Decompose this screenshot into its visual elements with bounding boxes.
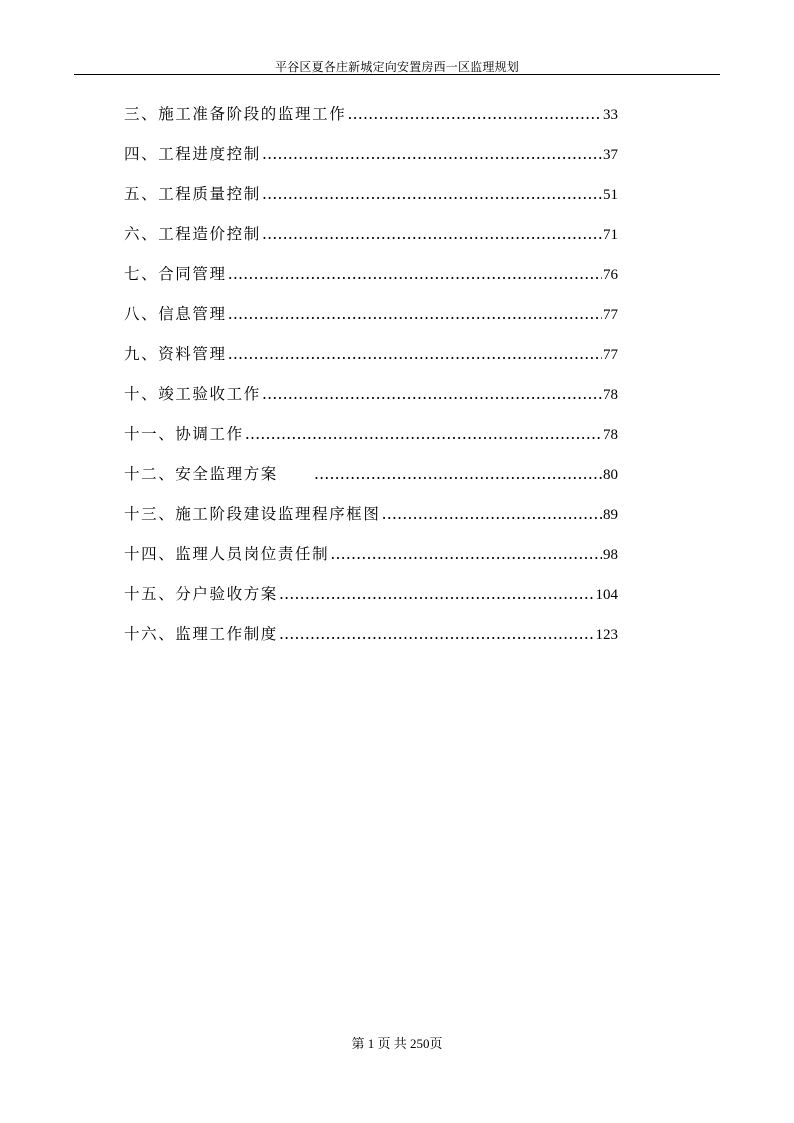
toc-entry-label: 九、资料管理 bbox=[124, 345, 227, 363]
toc-entry-page: 104 bbox=[595, 587, 618, 603]
toc-entry-page: 51 bbox=[603, 187, 618, 203]
toc-entry-page: 76 bbox=[603, 267, 618, 283]
toc-leader-dots bbox=[262, 225, 602, 243]
toc-entry[interactable] bbox=[124, 142, 618, 182]
toc-entry-label: 八、信息管理 bbox=[124, 305, 227, 323]
document-title: 平谷区夏各庄新城定向安置房西一区监理规划 bbox=[274, 60, 519, 74]
toc-entry[interactable] bbox=[124, 422, 618, 462]
toc-entry[interactable] bbox=[124, 582, 618, 622]
toc-entry[interactable] bbox=[124, 462, 618, 502]
toc-leader-dots bbox=[330, 545, 602, 563]
toc-entry-page: 78 bbox=[603, 427, 618, 443]
toc-entry-page: 37 bbox=[603, 147, 618, 163]
toc-entry-label: 三、施工准备阶段的监理工作 bbox=[124, 105, 347, 123]
toc-entry[interactable] bbox=[124, 622, 618, 662]
toc-entry-label: 四、工程进度控制 bbox=[124, 145, 261, 163]
toc-entry-label: 十六、监理工作制度 bbox=[124, 625, 278, 643]
toc-leader-dots bbox=[228, 265, 602, 283]
toc-entry-page: 71 bbox=[603, 227, 618, 243]
toc-leader-dots bbox=[245, 425, 602, 443]
toc-entry-label: 十一、协调工作 bbox=[124, 425, 244, 443]
toc-leader-dots bbox=[347, 105, 602, 123]
toc-leader-dots bbox=[262, 385, 602, 403]
table-of-contents bbox=[124, 102, 618, 662]
toc-entry[interactable] bbox=[124, 182, 618, 222]
toc-leader-dots bbox=[262, 145, 602, 163]
toc-entry[interactable] bbox=[124, 222, 618, 262]
toc-entry[interactable] bbox=[124, 382, 618, 422]
toc-entry[interactable] bbox=[124, 102, 618, 142]
toc-entry-label: 十、竣工验收工作 bbox=[124, 385, 261, 403]
toc-entry[interactable] bbox=[124, 542, 618, 582]
page-header bbox=[74, 56, 720, 75]
page-footer bbox=[0, 1033, 794, 1052]
toc-leader-dots bbox=[279, 625, 595, 643]
toc-entry-page: 89 bbox=[603, 507, 618, 523]
toc-entry-label: 六、工程造价控制 bbox=[124, 225, 261, 243]
toc-leader-dots bbox=[228, 305, 602, 323]
toc-entry-label: 十二、安全监理方案 bbox=[124, 465, 278, 483]
toc-entry-page: 80 bbox=[603, 467, 618, 483]
toc-entry[interactable] bbox=[124, 262, 618, 302]
toc-leader-dots bbox=[228, 345, 602, 363]
toc-leader-dots bbox=[382, 505, 602, 523]
toc-entry-label: 十五、分户验收方案 bbox=[124, 585, 278, 603]
toc-leader-dots bbox=[314, 465, 602, 483]
toc-entry-label: 十四、监理人员岗位责任制 bbox=[124, 545, 330, 563]
page-number-text: 第 1 页 共 250页 bbox=[351, 1036, 443, 1051]
toc-entry[interactable] bbox=[124, 302, 618, 342]
toc-entry[interactable] bbox=[124, 342, 618, 382]
toc-entry-page: 33 bbox=[603, 107, 618, 123]
toc-entry-page: 77 bbox=[603, 307, 618, 323]
toc-entry-label: 七、合同管理 bbox=[124, 265, 227, 283]
toc-entry-page: 78 bbox=[603, 387, 618, 403]
toc-entry-page: 98 bbox=[603, 547, 618, 563]
toc-leader-dots bbox=[279, 585, 595, 603]
toc-leader-dots bbox=[262, 185, 602, 203]
toc-entry-label: 十三、施工阶段建设监理程序框图 bbox=[124, 505, 381, 523]
toc-entry-page: 123 bbox=[595, 627, 618, 643]
toc-entry-label: 五、工程质量控制 bbox=[124, 185, 261, 203]
toc-entry-page: 77 bbox=[603, 347, 618, 363]
toc-entry[interactable] bbox=[124, 502, 618, 542]
